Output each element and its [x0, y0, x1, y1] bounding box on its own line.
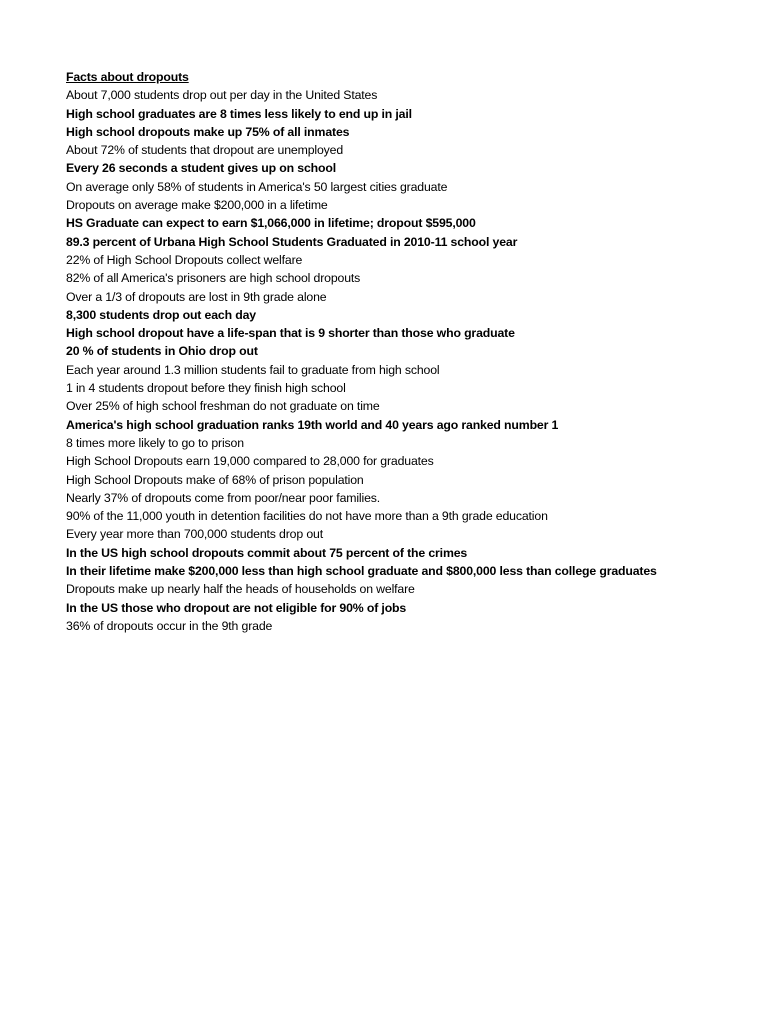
fact-line: 36% of dropouts occur in the 9th grade: [66, 618, 273, 633]
fact-line: 8 times more likely to go to prison: [66, 435, 244, 450]
fact-line: High School Dropouts earn 19,000 compared to 28,000 for graduates: [66, 454, 434, 469]
fact-line: Over 25% of high school freshman do not graduate on time: [66, 399, 380, 414]
fact-line: About 72% of students that dropout are unemployed: [66, 143, 344, 158]
fact-line: Every year more than 700,000 students drop out: [66, 527, 323, 542]
fact-line: High school dropout have a life-span that is 9 shorter than those who graduate: [66, 326, 515, 341]
fact-line: In the US those who dropout are not eligible for 90% of jobs: [66, 600, 407, 615]
fact-line: On average only 58% of students in America's 50 largest cities graduate: [66, 179, 448, 194]
fact-line: Over a 1/3 of dropouts are lost in 9th grade alone: [66, 289, 327, 304]
fact-line: High School Dropouts make of 68% of prison population: [66, 472, 364, 487]
fact-list: [66, 86, 660, 635]
document-title: Facts about dropouts: [66, 70, 189, 84]
fact-line: America's high school graduation ranks 19th world and 40 years ago ranked number 1: [66, 417, 559, 432]
fact-line: 1 in 4 students dropout before they finish high school: [66, 381, 346, 396]
fact-line: HS Graduate can expect to earn $1,066,000 in lifetime; dropout $595,000: [66, 216, 476, 231]
fact-line: High school dropouts make up 75% of all inmates: [66, 124, 350, 139]
document-body: [66, 68, 660, 635]
fact-line: 82% of all America's prisoners are high school dropouts: [66, 271, 361, 286]
fact-line: Every 26 seconds a student gives up on school: [66, 161, 337, 176]
fact-line: 90% of the 11,000 youth in detention facilities do not have more than a 9th grade education: [66, 509, 548, 524]
fact-line: About 7,000 students drop out per day in the United States: [66, 88, 378, 103]
fact-line: Nearly 37% of dropouts come from poor/near poor families.: [66, 490, 381, 505]
fact-line: 8,300 students drop out each day: [66, 307, 256, 322]
fact-line: 22% of High School Dropouts collect welfare: [66, 252, 303, 267]
fact-line: In the US high school dropouts commit about 75 percent of the crimes: [66, 545, 468, 560]
fact-line: 89.3 percent of Urbana High School Students Graduated in 2010-11 school year: [66, 234, 518, 249]
fact-line: Dropouts on average make $200,000 in a lifetime: [66, 198, 328, 213]
fact-line: High school graduates are 8 times less likely to end up in jail: [66, 106, 412, 121]
fact-line: 20 % of students in Ohio drop out: [66, 344, 258, 359]
fact-line: In their lifetime make $200,000 less than high school graduate and $800,000 less than college graduates: [66, 564, 657, 579]
fact-line: Each year around 1.3 million students fail to graduate from high school: [66, 362, 440, 377]
fact-line: Dropouts make up nearly half the heads of households on welfare: [66, 582, 415, 597]
